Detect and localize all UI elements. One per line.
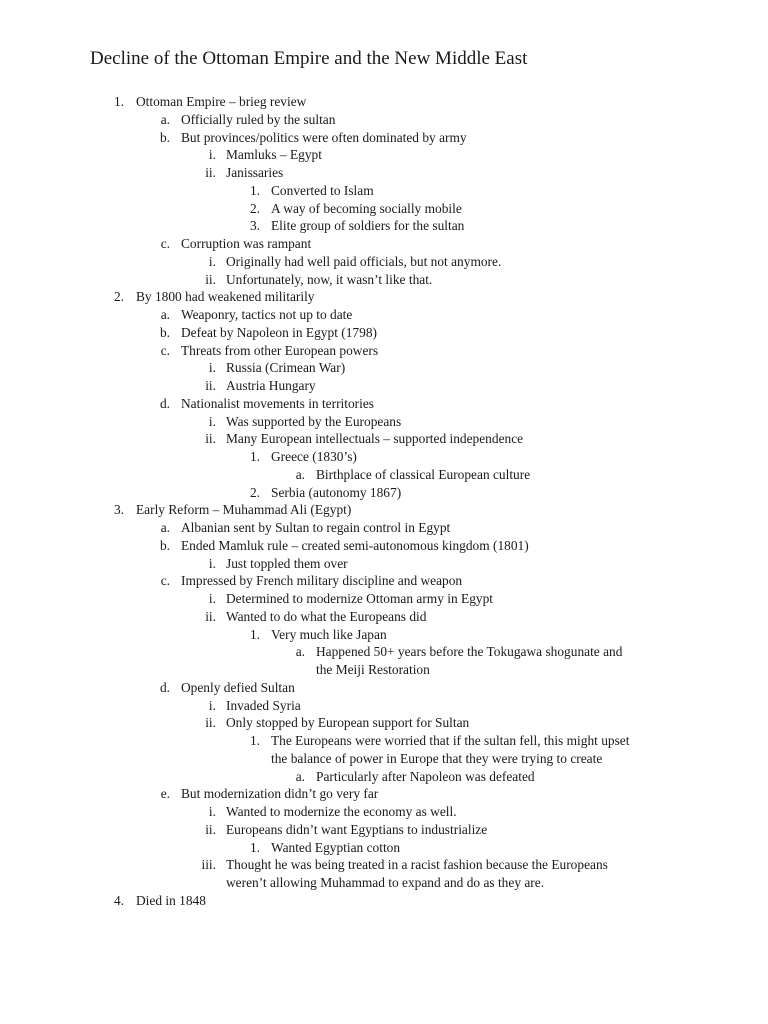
outline-marker: 2. — [249, 200, 260, 216]
outline-text: the balance of power in Europe that they were trying to create — [271, 750, 603, 766]
outline-text: Austria Hungary — [226, 378, 316, 393]
outline-item — [0, 892, 768, 910]
outline-marker: a. — [160, 520, 170, 535]
outline-marker: d. — [159, 679, 170, 695]
outline-marker: a. — [160, 307, 170, 322]
outline-item — [0, 519, 768, 537]
outline-text: Particularly after Napoleon was defeated — [316, 768, 535, 784]
outline-text: Birthplace of classical European culture — [316, 466, 531, 482]
outline-text: Elite group of soldiers for the sultan — [271, 218, 465, 234]
outline-text: weren’t allowing Muhammad to expand and do as they are. — [226, 875, 545, 890]
outline-item — [0, 342, 768, 360]
outline-item — [0, 803, 768, 821]
outline-text: Determined to modernize Ottoman army in Egypt — [226, 591, 493, 606]
outline-marker: a. — [295, 768, 305, 784]
outline-text: Impressed by French military discipline and weapon — [181, 573, 463, 589]
outline-text: By 1800 had weakened militarily — [136, 289, 315, 305]
outline-marker: a. — [295, 644, 305, 660]
outline-item — [0, 714, 768, 732]
outline-item — [0, 821, 768, 839]
outline-text: Only stopped by European support for Sultan — [226, 715, 470, 731]
outline-marker: b. — [159, 537, 170, 553]
outline-item — [0, 413, 768, 431]
outline-item — [0, 626, 768, 644]
outline-item — [0, 306, 768, 324]
outline-text: Invaded Syria — [226, 697, 301, 713]
outline-text: Serbia (autonomy 1867) — [271, 484, 402, 500]
outline-item — [0, 501, 768, 519]
outline-item — [0, 324, 768, 342]
outline-item — [0, 448, 768, 466]
outline-text: Very much like Japan — [271, 626, 387, 642]
outline-item — [0, 200, 768, 218]
outline-marker: iii. — [201, 857, 216, 873]
outline-item — [0, 484, 768, 502]
outline-marker: i. — [208, 591, 216, 606]
outline-item — [0, 537, 768, 555]
outline-marker: b. — [159, 324, 170, 340]
outline-text: But modernization didn’t go very far — [181, 786, 379, 802]
outline-marker: 1. — [249, 449, 260, 464]
outline-item — [0, 785, 768, 803]
outline-text: Originally had well paid officials, but not anymore. — [226, 253, 502, 269]
outline-text: Wanted Egyptian cotton — [271, 839, 401, 855]
outline-text: Wanted to do what the Europeans did — [226, 608, 427, 624]
outline-marker: a. — [295, 466, 305, 482]
outline-item — [0, 555, 768, 573]
outline-marker: i. — [208, 697, 216, 713]
outline-marker: 4. — [113, 892, 124, 908]
outline-marker: 1. — [249, 626, 260, 642]
outline-text: But provinces/politics were often dominated by army — [181, 129, 467, 145]
outline-item — [0, 643, 768, 661]
outline-item — [0, 679, 768, 697]
outline-text: Thought he was being treated in a racist fashion because the Europeans — [226, 857, 608, 873]
outline-text: The Europeans were worried that if the sultan fell, this might upset — [271, 733, 630, 748]
outline-text: Died in 1848 — [136, 892, 206, 908]
outline-item — [0, 182, 768, 200]
outline-item — [0, 732, 768, 750]
outline-marker: 2. — [113, 289, 124, 305]
outline-item — [0, 395, 768, 413]
outline-marker: i. — [208, 804, 216, 819]
outline-text: Ottoman Empire – brieg review — [136, 94, 307, 109]
outline-text: Russia (Crimean War) — [226, 360, 346, 376]
outline-item — [0, 164, 768, 182]
outline-text: Wanted to modernize the economy as well. — [226, 804, 457, 819]
outline-marker: 1. — [249, 182, 260, 198]
outline-item — [0, 430, 768, 448]
outline-item — [0, 377, 768, 395]
outline-text: Early Reform – Muhammad Ali (Egypt) — [136, 502, 352, 518]
outline-text: Janissaries — [226, 165, 284, 180]
outline-item — [0, 129, 768, 147]
outline-text: Many European intellectuals – supported independence — [226, 431, 524, 447]
outline-marker: 3. — [113, 502, 124, 518]
outline-item — [0, 253, 768, 271]
outline-marker: i. — [208, 555, 216, 571]
outline-item — [0, 93, 768, 111]
outline-marker: b. — [159, 129, 170, 145]
outline-text: Mamluks – Egypt — [226, 147, 322, 163]
outline-text: Openly defied Sultan — [181, 679, 295, 695]
outline-text: Happened 50+ years before the Tokugawa shogunate and — [316, 644, 623, 660]
outline-marker: c. — [160, 342, 170, 358]
outline-marker: i. — [208, 360, 216, 376]
outline-text: Threats from other European powers — [181, 342, 379, 358]
outline-text: Albanian sent by Sultan to regain control in Egypt — [181, 520, 451, 535]
outline-marker: ii. — [205, 165, 216, 180]
outline-item — [0, 661, 768, 679]
outline-marker: ii. — [205, 271, 216, 287]
outline-text: Officially ruled by the sultan — [181, 111, 336, 127]
outline-text: Nationalist movements in territories — [181, 395, 375, 411]
outline-text: Ended Mamluk rule – created semi-autonomous kingdom (1801) — [181, 537, 529, 553]
outline-marker: c. — [160, 573, 170, 589]
outline-marker: ii. — [205, 378, 216, 393]
outline-list — [0, 93, 768, 910]
outline-item — [0, 235, 768, 253]
outline-marker: 1. — [113, 94, 124, 109]
outline-marker: ii. — [205, 608, 216, 624]
outline-item — [0, 856, 768, 874]
outline-text: Was supported by the Europeans — [226, 413, 402, 429]
outline-item — [0, 590, 768, 608]
outline-item — [0, 466, 768, 484]
outline-item — [0, 750, 768, 768]
outline-item — [0, 697, 768, 715]
outline-item — [0, 839, 768, 857]
outline-marker: e. — [160, 786, 170, 802]
outline-item — [0, 359, 768, 377]
outline-item — [0, 572, 768, 590]
outline-marker: i. — [208, 253, 216, 269]
outline-marker: 1. — [249, 733, 260, 748]
outline-text: Greece (1830’s) — [271, 449, 357, 464]
outline-marker: 2. — [249, 484, 260, 500]
outline-item — [0, 146, 768, 164]
outline-text: Defeat by Napoleon in Egypt (1798) — [181, 324, 377, 340]
outline-text: Corruption was rampant — [181, 236, 312, 251]
outline-marker: a. — [160, 111, 170, 127]
page-title: Decline of the Ottoman Empire and the New Middle East — [90, 48, 528, 69]
outline-text: Just toppled them over — [226, 555, 348, 571]
outline-text: A way of becoming socially mobile — [271, 200, 462, 216]
outline-marker: ii. — [205, 715, 216, 731]
outline-marker: i. — [208, 147, 216, 163]
outline-text: Unfortunately, now, it wasn’t like that. — [226, 271, 433, 287]
outline-marker: ii. — [205, 431, 216, 447]
outline-text: Converted to Islam — [271, 182, 374, 198]
outline-item — [0, 608, 768, 626]
outline-item — [0, 111, 768, 129]
outline-item — [0, 768, 768, 786]
outline-item — [0, 288, 768, 306]
outline-marker: 1. — [249, 839, 260, 855]
outline-item — [0, 271, 768, 289]
outline-marker: d. — [159, 395, 170, 411]
outline-text: Weaponry, tactics not up to date — [181, 307, 353, 322]
outline-text: the Meiji Restoration — [316, 662, 430, 677]
outline-item — [0, 217, 768, 235]
outline-marker: ii. — [205, 821, 216, 837]
outline-marker: c. — [160, 236, 170, 251]
outline-marker: 3. — [249, 218, 260, 234]
outline-text: Europeans didn’t want Egyptians to industrialize — [226, 821, 488, 837]
outline-item — [0, 874, 768, 892]
outline-marker: i. — [208, 413, 216, 429]
